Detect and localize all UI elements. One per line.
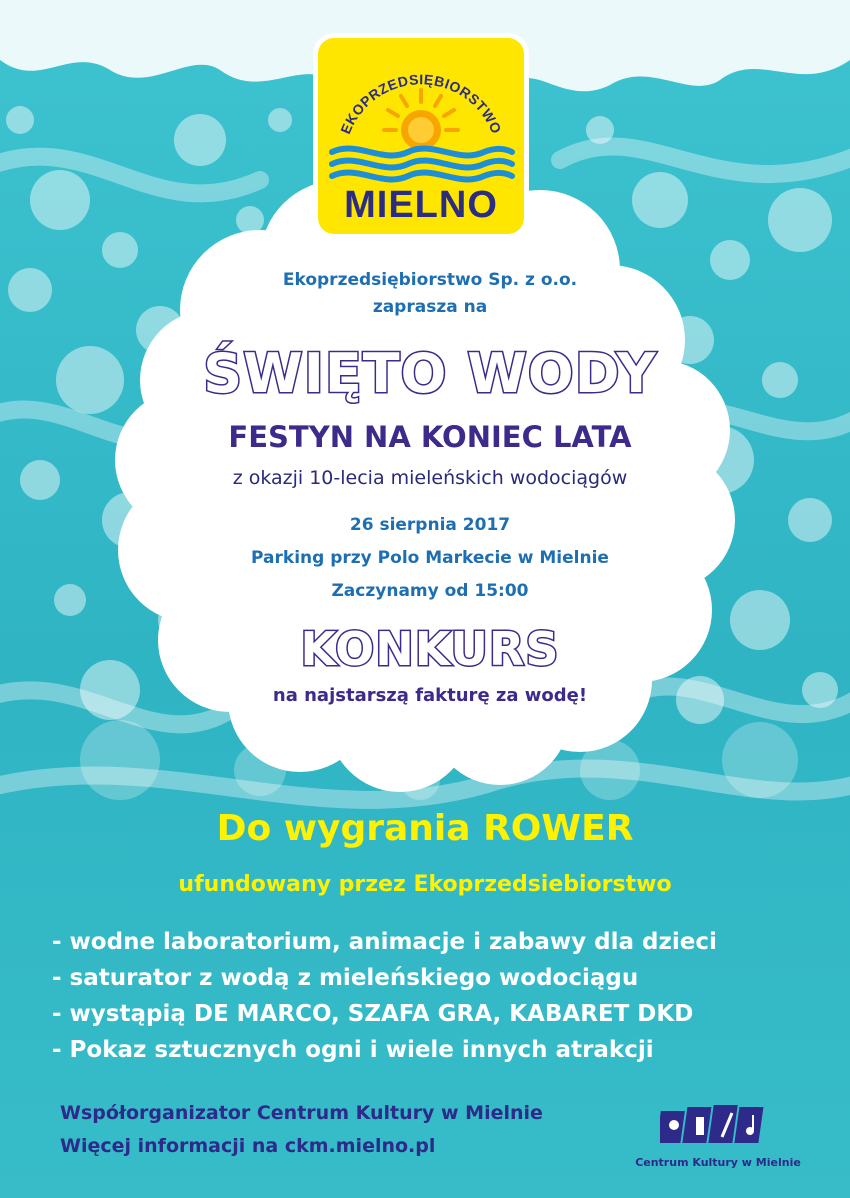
prize-sponsor: ufundowany przez Ekoprzedsiebiorstwo [178, 872, 672, 897]
ekoprzedsiebiorstwo-logo [318, 38, 524, 234]
feature-list [52, 924, 812, 1068]
culture-center-logo-icon [660, 1103, 770, 1149]
event-place: Parking przy Polo Markecie w Mielnie [251, 548, 609, 568]
logo-city-name: MIELNO [344, 184, 498, 226]
feature-item: - wystąpią DE MARCO, SZAFA GRA, KABARET DKD [52, 1001, 694, 1027]
invite-text: zaprasza na [372, 297, 488, 317]
event-time: Zaczynamy od 15:00 [331, 581, 529, 601]
contest-title: KONKURS [300, 622, 560, 676]
event-occasion: z okazji 10-lecia mieleńskich wodociągów [232, 467, 628, 489]
more-info-text: Więcej informacji na ckm.mielno.pl [60, 1135, 436, 1157]
culture-center-name: Centrum Kultury w Mielnie [635, 1156, 801, 1169]
event-date: 26 sierpnia 2017 [349, 515, 511, 535]
company-name: Ekoprzedsiębiorstwo Sp. z o.o. [282, 270, 578, 290]
feature-item: - wodne laboratorium, animacje i zabawy dla dzieci [52, 929, 717, 955]
logo-arc-text: EKOPRZEDSIĘBIORSTWO [337, 71, 505, 137]
prize-headline: Do wygrania ROWER [216, 808, 634, 849]
feature-item: - Pokaz sztucznych ogni i wiele innych atrakcji [52, 1037, 654, 1063]
coorganizer-text: Współorganizator Centrum Kultury w Mielnie [60, 1102, 543, 1124]
event-title: ŚWIĘTO WODY [203, 342, 657, 405]
waves-icon [332, 149, 512, 180]
feature-item: - saturator z wodą z mieleńskiego wodociągu [52, 965, 639, 991]
sun-icon [384, 90, 458, 150]
contest-subtitle: na najstarszą fakturę za wodę! [272, 685, 588, 706]
event-subtitle: FESTYN NA KONIEC LATA [228, 420, 632, 454]
